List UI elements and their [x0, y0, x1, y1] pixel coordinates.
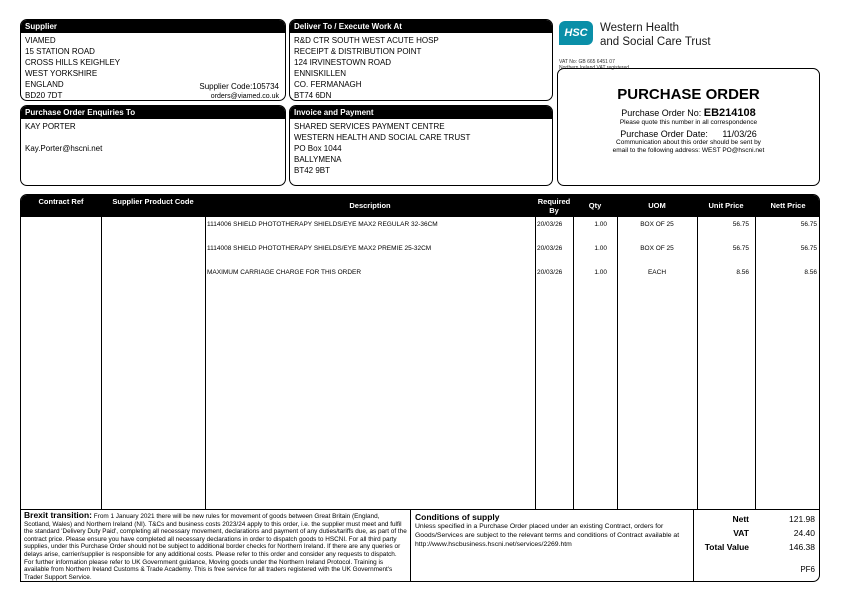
po-date-label: Purchase Order Date:	[620, 129, 708, 139]
invoice-header: Invoice and Payment	[290, 106, 552, 119]
conditions-link[interactable]: http://www.hscbusiness.hscni.net/services/2269.htm	[415, 541, 572, 548]
po-number-label: Purchase Order No:	[621, 108, 702, 118]
row-qty: 1.00	[594, 269, 607, 276]
column-divider	[617, 217, 618, 509]
brexit-notice	[20, 510, 411, 582]
column-divider	[573, 217, 574, 509]
row-qty: 1.00	[594, 245, 607, 252]
row-required-by: 20/03/26	[537, 221, 563, 228]
deliver-line: RECEIPT & DISTRIBUTION POINT	[294, 47, 422, 56]
po-number: EB214108	[703, 107, 756, 119]
deliver-header: Deliver To / Execute Work At	[290, 20, 552, 33]
row-required-by: 20/03/26	[537, 245, 563, 252]
supplier-code: Supplier Code:105734	[199, 82, 279, 91]
invoice-line: WESTERN HEALTH AND SOCIAL CARE TRUST	[294, 133, 471, 142]
deliver-line: CO. FERMANAGH	[294, 80, 362, 89]
brexit-title: Brexit transition:	[24, 510, 93, 520]
col-supplier-code: Supplier Product Code	[112, 197, 194, 206]
vat-note: Northern Ireland VAT registered	[559, 65, 630, 71]
supplier-line: 15 STATION ROAD	[25, 47, 95, 56]
enquiries-name: KAY PORTER	[25, 122, 76, 131]
supplier-header: Supplier	[21, 20, 285, 33]
deliver-line: R&D CTR SOUTH WEST ACUTE HOSP	[294, 36, 439, 45]
row-required-by: 20/03/26	[537, 269, 563, 276]
row-unit-price: 56.75	[732, 245, 749, 252]
row-description: 1114008 SHIELD PHOTOTHERAPY SHIELDS/EYE MAX2 PREMIE 25-32CM	[207, 245, 432, 252]
col-required-by: Required By	[537, 197, 571, 215]
invoice-line: BT42 9BT	[294, 166, 331, 175]
supplier-line: BD20 7DT	[25, 91, 63, 100]
supplier-line: ENGLAND	[25, 80, 64, 89]
trust-name-line2: and Social Care Trust	[600, 36, 711, 48]
row-uom: BOX OF 25	[640, 245, 674, 252]
row-uom: BOX OF 25	[640, 221, 674, 228]
po-instructions-1: Communication about this order should be sent by	[616, 139, 761, 146]
vat-value: 24.40	[793, 528, 815, 538]
invoice-address	[290, 119, 552, 176]
row-nett-price: 8.56	[804, 269, 817, 276]
total-value: 146.38	[789, 542, 815, 552]
column-divider	[205, 217, 206, 509]
column-divider	[697, 217, 698, 509]
col-description: Description	[349, 201, 391, 210]
table-header	[21, 195, 819, 217]
nett-row	[694, 514, 819, 526]
col-contract-ref: Contract Ref	[38, 197, 84, 206]
brexit-text: From 1 January 2021 there will be new rules for movement of goods between Great Britain (England, Scotland, Wales) and Northern Ireland (NI). T&Cs and business costs 2023/24 apply to this order, i.e. the supplier must meet and fulfil the standard 'Delivery Duty Paid', completing all necessary movement, declarations and payment of any duties/tariffs due, as part of the contract price. Please ensure you have completed all necessary declarations in order to dispatch goods to HSCNI. For all third party supplies, under this Purchase Order should not be subject to additional border checks for Northern Ireland. If there are any queries or delays arise, carrier/supplier is responsible for any additional costs. Please refer to this order and consider any requests to dispatch. For further information please refer to UK Government guidance, Moving goods under the Northern Ireland Protocol. Training is available from Northern Ireland Customs & Trade Academy. This is free service for all traders registered with the UK Government's Trader Support Service.	[24, 513, 407, 581]
po-instructions-2: email to the following address: WEST PO@hscni.net	[612, 147, 765, 154]
invoice-line: BALLYMENA	[294, 155, 342, 164]
invoice-box	[289, 105, 553, 186]
col-uom: UOM	[648, 201, 666, 210]
enquiries-email[interactable]: Kay.Porter@hscni.net	[25, 144, 103, 153]
hsc-logo-icon: HSC	[559, 21, 593, 45]
column-divider	[535, 217, 536, 509]
supplier-box	[20, 19, 286, 101]
col-nett-price: Nett Price	[770, 201, 806, 210]
col-qty: Qty	[588, 201, 602, 210]
vat-number: VAT No: GB 665 6451 07	[559, 59, 615, 65]
vat-row	[694, 528, 819, 540]
enquiries-body	[21, 119, 285, 154]
col-unit-price: Unit Price	[708, 201, 744, 210]
trust-name-line1: Western Health	[600, 22, 680, 34]
invoice-line: SHARED SERVICES PAYMENT CENTRE	[294, 122, 445, 131]
vat-label: VAT	[733, 528, 749, 538]
nett-value: 121.98	[789, 514, 815, 524]
deliver-line: 124 IRVINESTOWN ROAD	[294, 58, 392, 67]
conditions-text: Unless specified in a Purchase Order placed under an existing Contract, orders for Goods/Services are subject to the relevant terms and conditions of Contract available at	[415, 523, 680, 539]
row-qty: 1.00	[594, 221, 607, 228]
deliver-box	[289, 19, 553, 101]
total-label: Total Value	[704, 542, 749, 552]
deliver-line: ENNISKILLEN	[294, 69, 347, 78]
trust-logo	[559, 21, 799, 71]
po-number-row	[558, 107, 819, 119]
supplier-line: CROSS HILLS KEIGHLEY	[25, 58, 121, 67]
conditions-title: Conditions of supply	[415, 512, 500, 522]
invoice-line: PO Box 1044	[294, 144, 342, 153]
column-divider	[755, 217, 756, 509]
supplier-email: orders@viamed.co.uk	[210, 93, 279, 100]
totals-box	[694, 510, 820, 582]
enquiries-header: Purchase Order Enquiries To	[21, 106, 285, 119]
page-ref: PF6	[800, 565, 815, 574]
purchase-order-box	[557, 68, 820, 186]
po-date-row	[558, 129, 819, 139]
total-row	[694, 542, 819, 554]
po-quote-note: Please quote this number in all correspondence	[619, 119, 758, 126]
supplier-line: WEST YORKSHIRE	[25, 69, 98, 78]
nett-label: Nett	[732, 514, 749, 524]
supplier-line: VIAMED	[25, 36, 56, 45]
row-unit-price: 8.56	[736, 269, 749, 276]
trust-name	[600, 21, 711, 49]
deliver-line: BT74 6DN	[294, 91, 332, 100]
row-unit-price: 56.75	[732, 221, 749, 228]
deliver-address	[290, 33, 552, 101]
row-nett-price: 56.75	[800, 245, 817, 252]
po-title: PURCHASE ORDER	[617, 86, 760, 103]
po-date: 11/03/26	[722, 129, 757, 139]
order-lines-table	[20, 194, 820, 510]
column-divider	[101, 217, 102, 509]
enquiries-box	[20, 105, 286, 186]
conditions-of-supply	[411, 510, 694, 582]
row-description: 1114006 SHIELD PHOTOTHERAPY SHIELDS/EYE MAX2 REGULAR 32-36CM	[207, 221, 438, 228]
row-description: MAXIMUM CARRIAGE CHARGE FOR THIS ORDER	[207, 269, 362, 276]
row-nett-price: 56.75	[800, 221, 817, 228]
row-uom: EACH	[647, 269, 667, 276]
